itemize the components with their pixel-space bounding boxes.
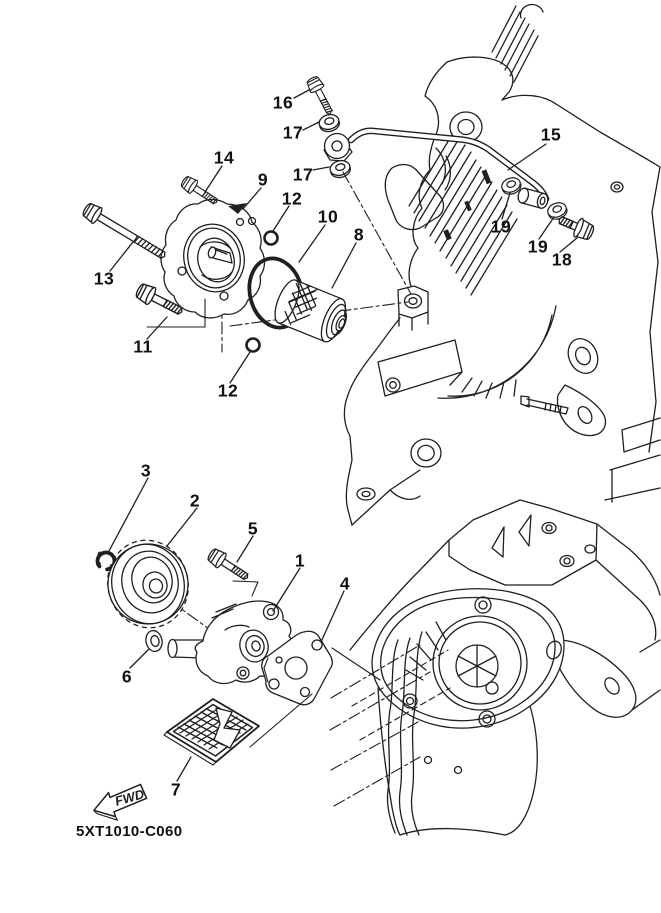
callout-7[interactable]: 7 [170,779,182,800]
callout-6[interactable]: 6 [121,666,133,687]
callout-5[interactable]: 5 [247,518,259,539]
drive-gear [98,531,198,637]
oil-strainer-screen [164,699,259,765]
callout-9[interactable]: 9 [257,169,269,190]
crankcase-upper [344,5,660,525]
callout-8[interactable]: 8 [353,224,365,245]
callout-4[interactable]: 4 [339,573,351,594]
washer-17-lower [329,159,352,180]
fwd-arrow [90,783,150,826]
bolt-13 [81,201,170,264]
callout-17-lower[interactable]: 17 [292,164,314,185]
callout-10[interactable]: 10 [317,206,339,227]
banjo-fitting [324,134,352,162]
threaded-boss [398,286,428,330]
o-ring-small-upper [265,232,278,245]
cooling-fins [409,6,538,295]
callout-3[interactable]: 3 [140,460,152,481]
banjo-bolt [305,75,337,117]
diagram-part-code: 5XT1010-C060 [76,823,183,840]
callout-1[interactable]: 1 [294,550,306,571]
callout-12-upper[interactable]: 12 [281,188,303,209]
oil-pump-cover [161,200,265,318]
callout-16[interactable]: 16 [272,92,294,113]
callout-18[interactable]: 18 [551,249,573,270]
callout-13[interactable]: 13 [93,268,115,289]
pointer-line-strainer [250,694,312,747]
oil-seal [144,629,164,653]
callout-17-upper[interactable]: 17 [282,122,304,143]
callout-19-right[interactable]: 19 [527,236,549,257]
callout-14[interactable]: 14 [213,147,235,168]
fwd-label: FWD [113,786,146,809]
bolt-5 [206,546,253,585]
callout-19-left[interactable]: 19 [490,216,512,237]
crankcase-lower [330,500,660,835]
oil-filter-element [270,277,353,346]
washer-17-upper [318,113,341,134]
callout-15[interactable]: 15 [540,124,562,145]
callout-2[interactable]: 2 [189,490,201,511]
callout-12-lower[interactable]: 12 [217,380,239,401]
callout-11[interactable]: 11 [133,336,153,357]
o-ring-small-lower [247,339,260,352]
pointer-line-bolt-5 [233,581,258,596]
